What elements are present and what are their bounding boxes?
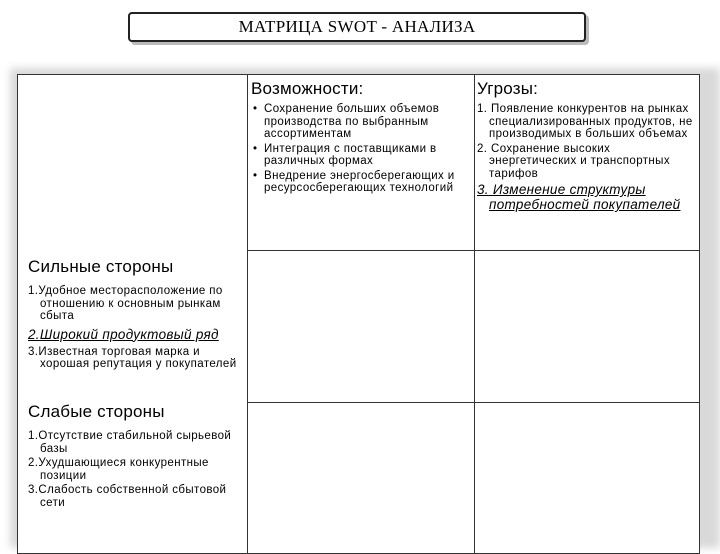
list-item xyxy=(28,430,246,455)
item-text: Широкий продуктовый ряд xyxy=(39,326,219,342)
threats-list xyxy=(477,103,697,212)
item-number: 1. xyxy=(477,103,488,115)
list-item: • Внедрение энергосберегающих и ресурсосберегающих технологий xyxy=(251,170,471,195)
threats-heading: Угрозы: xyxy=(477,79,539,98)
item-text: Удобное месторасположение по отношению к основным рынкам сбыта xyxy=(38,285,223,322)
strengths-heading: Сильные стороны xyxy=(28,257,174,276)
divider-v2 xyxy=(474,75,475,553)
item-number: 2. xyxy=(477,142,488,155)
list-item xyxy=(28,484,246,509)
swot-matrix xyxy=(17,74,700,554)
item-text: Появление конкурентов на рынках специализированных продуктов, не производимых в больших объемах xyxy=(489,103,693,140)
item-number: 2. xyxy=(28,326,40,342)
page-title: МАТРИЦА SWOT - АНАЛИЗА xyxy=(128,12,586,42)
item-text: Сохранение высоких энергетических и транспортных тарифов xyxy=(489,142,670,180)
item-text: Изменение структуры потребностей покупателей xyxy=(489,182,681,212)
item-number: 3. xyxy=(28,484,39,496)
weaknesses-list xyxy=(28,430,246,509)
list-item: • Сохранение больших объемов производства по выбранным ассортиментам xyxy=(251,103,471,141)
item-number: 1. xyxy=(28,430,39,442)
item-number: 3. xyxy=(28,345,39,358)
divider-h2 xyxy=(247,402,699,403)
opportunities-cell xyxy=(251,79,471,197)
list-item xyxy=(28,327,246,342)
divider-h1 xyxy=(247,250,699,251)
list-item xyxy=(28,285,246,323)
strengths-list xyxy=(28,285,246,371)
item-text: Известная торговая марка и хорошая репутация у покупателей xyxy=(38,345,237,370)
item-number: 3. xyxy=(477,182,489,197)
divider-v1 xyxy=(247,75,248,553)
list-item xyxy=(477,103,697,141)
weaknesses-cell xyxy=(28,402,246,511)
item-text: Ухудшающиеся конкурентные позиции xyxy=(38,457,209,482)
item-number: 1. xyxy=(28,285,39,297)
opportunities-list xyxy=(251,103,471,195)
list-item xyxy=(28,346,246,371)
list-item xyxy=(477,182,697,212)
strengths-cell xyxy=(28,257,246,373)
item-number: 2. xyxy=(28,457,39,469)
item-text: Отсутствие стабильной сырьевой базы xyxy=(38,430,232,455)
item-text: Слабость собственной сбытовой сети xyxy=(38,484,227,509)
list-item: • Интеграция с поставщиками в различных формах xyxy=(251,143,471,168)
opportunities-heading: Возможности: xyxy=(251,79,364,98)
list-item xyxy=(28,457,246,482)
list-item xyxy=(477,143,697,181)
threats-cell xyxy=(477,79,697,214)
weaknesses-heading: Слабые стороны xyxy=(28,402,165,421)
